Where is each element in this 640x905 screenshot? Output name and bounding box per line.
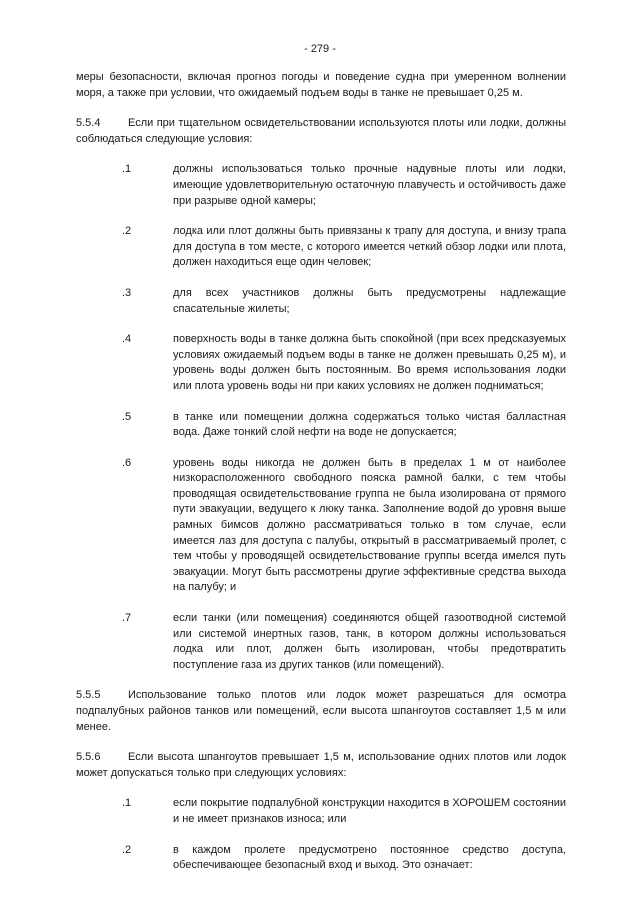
item-text: если покрытие подпалубной конструкции находится в ХОРОШЕМ состоянии и не имеет признаков износа; или bbox=[173, 797, 566, 825]
intro-paragraph: меры безопасности, включая прогноз погоды и поведение судна при умеренном волнении моря, а также при условии, что ожидаемый подъем воды в танке не превышает 0,25 м. bbox=[76, 71, 566, 99]
section-number: 5.5.6 bbox=[76, 751, 101, 764]
document-body bbox=[76, 70, 566, 889]
item-text: если танки (или помещения) соединяются общей газоотводной системой или системой инертных газов, танк, в котором должны использоваться лодка или плот, должен быть изолирован, чтобы предотвратить поступление газа из других танков (или помещений). bbox=[173, 612, 566, 671]
list-item bbox=[76, 162, 566, 209]
section-number: 5.5.5 bbox=[76, 689, 101, 702]
item-number: .1 bbox=[122, 797, 132, 810]
item-text: лодка или плот должны быть привязаны к трапу для доступа, и внизу трапа для доступа в том месте, с которого имеется четкий обзор лодки или плота, должен находиться еще один человек; bbox=[173, 225, 566, 269]
list-item bbox=[76, 410, 566, 441]
item-number: .2 bbox=[122, 843, 132, 856]
list-item bbox=[76, 796, 566, 827]
list-item bbox=[76, 456, 566, 596]
item-text: для всех участников должны быть предусмотрены надлежащие спасательные жилеты; bbox=[173, 286, 566, 315]
section-text: Использование только плотов или лодок может разрешаться для осмотра подпалубных районов танков или помещений, если высота шпангоутов составляет 1,5 м или менее. bbox=[76, 689, 566, 733]
list-item bbox=[76, 286, 566, 317]
list-item bbox=[76, 332, 566, 394]
page-number: - 279 - bbox=[304, 43, 336, 55]
section-text: Если высота шпангоутов превышает 1,5 м, использование одних плотов или лодок может допускаться только при следующих условиях: bbox=[76, 751, 566, 779]
item-text: должны использоваться только прочные надувные плоты или лодки, имеющие удовлетворительную остаточную плавучесть и остойчивость даже при разрыве одной камеры; bbox=[173, 163, 566, 207]
list-item bbox=[76, 611, 566, 673]
item-text: в каждом пролете предусмотрено постоянное средство доступа, обеспечивающее безопасный вход и выход. Это означает: bbox=[173, 843, 566, 872]
section-text: Если при тщательном освидетельствовании используются плоты или лодки, должны соблюдаться следующие условия: bbox=[76, 117, 566, 145]
item-number: .6 bbox=[122, 456, 132, 469]
list-item bbox=[76, 843, 566, 874]
item-number: .4 bbox=[122, 333, 132, 346]
item-number: .2 bbox=[122, 225, 132, 238]
list-5-5-4 bbox=[76, 162, 566, 673]
item-number: .7 bbox=[122, 612, 132, 625]
item-number: .3 bbox=[122, 286, 132, 299]
item-number: .1 bbox=[122, 163, 132, 176]
section-5-5-4 bbox=[76, 116, 566, 147]
item-text: поверхность воды в танке должна быть спокойной (при всех предсказуемых условиях ожидаемый подъем воды в танке не должен превышать 0,25 м), и уровень воды должен быть постоянным. Во время использования лодки или плота уровень воды ни при каких условиях не должен подниматься; bbox=[173, 333, 566, 392]
item-text: уровень воды никогда не должен быть в пределах 1 м от наиболее низкорасположенного свободного пояска рамной балки, с тем чтобы проводящая освидетельствование группа не была изолирована от прямого пути эвакуации, ведущего к люку танка. Заполнение водой до уровня выше рамных бимсов должно рассматриваться только в том случае, если имеется лаз для доступа с палубы, открытый в рассматриваемый пролет, с тем чтобы у проводящей освидетельствование группы всегда имелся путь эвакуации. Могут быть рассмотрены другие эффективные средства выхода на палубу; и bbox=[173, 456, 566, 594]
item-number: .5 bbox=[122, 410, 132, 423]
section-number: 5.5.4 bbox=[76, 117, 101, 130]
list-5-5-6 bbox=[76, 796, 566, 873]
section-5-5-6 bbox=[76, 750, 566, 781]
item-text: в танке или помещении должна содержаться только чистая балластная вода. Даже тонкий слой нефти на воде не допускается; bbox=[173, 410, 566, 439]
section-5-5-5 bbox=[76, 688, 566, 735]
list-item bbox=[76, 224, 566, 271]
